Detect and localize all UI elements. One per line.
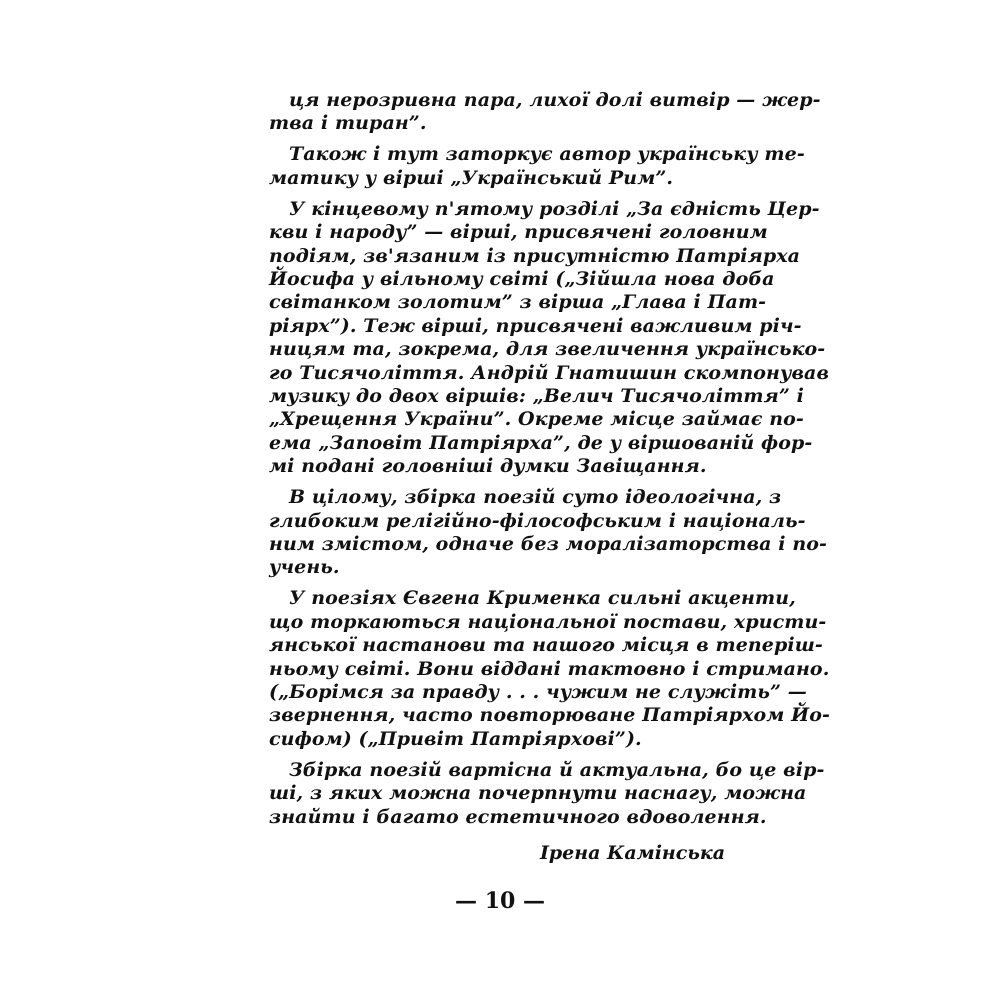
paragraph-first-line: В цілому, збірка поезій суто ідеологічна, з <box>289 486 782 509</box>
text-line: ема „Заповіт Патріярха”, де у віршованій фор- <box>269 431 813 454</box>
text-line: кви і народу” — вірші, присвячені головним <box>269 221 768 244</box>
text-line: Йосифа у вільному світі („Зійшла нова доба <box>269 268 775 290</box>
text-line: звернення, часто повторюване Патріярхом Йо- <box>269 704 830 727</box>
page-number: — 10 — <box>455 888 545 914</box>
text-line: ницям та, зокрема, для звеличення українсько- <box>269 338 826 361</box>
text-line: музику до двох віршів: „Велич Тисячоліття” і <box>269 385 804 407</box>
paragraph-first-line: У поезіях Євгена Крименка сильні акценти, <box>289 587 796 610</box>
author-signature: Ірена Камінська <box>540 842 726 864</box>
text-line: ним змістом, одначе без моралізаторства і по- <box>269 533 828 555</box>
text-line: знайти і багато естетичного вдоволення. <box>269 805 767 828</box>
text-line: матику у вірші „Український Рим”. <box>269 166 674 189</box>
text-line: янської настанови та нашого місця в теперіш- <box>269 634 823 657</box>
text-line: го Тисячоліття. Андрій Гнатишин скомпонував <box>269 361 830 384</box>
text-line: глибоким релігійно-філософським і національ- <box>269 509 806 532</box>
paragraph-first-line: У кінцевому п'ятому розділі „За єдність Цер- <box>289 197 820 220</box>
text-line: що торкаються національної постави, христи- <box>269 610 827 633</box>
text-line: світанком золотим” з вірша „Глава і Пат- <box>269 291 767 314</box>
text-line: („Борімся за правду . . . чужим не служіть” — <box>269 681 807 703</box>
text-line: подіям, зв'язаним із присутністю Патріярха <box>269 244 801 267</box>
paragraph-first-line: ця нерозривна пара, лихої долі витвір — жер- <box>289 89 821 111</box>
text-line: сифом) („Привіт Патріярхові”). <box>269 727 642 750</box>
paragraph-first-line: Збірка поезій вартісна й актуальна, бо це вір- <box>289 758 825 781</box>
text-line: ньому світі. Вони віддані тактовно і стримано. <box>269 657 830 680</box>
text-line: учень. <box>269 556 340 579</box>
paragraph-first-line: Також і тут заторкує автор українську те- <box>289 143 805 166</box>
text-line: тва і тиран”. <box>269 112 427 135</box>
text-line: ші, з яких можна почерпнути наснагу, можна <box>269 782 807 805</box>
text-line: мі подані головніші думки Завіщання. <box>269 455 707 478</box>
text-line: „Хрещення України”. Окреме місце займає по- <box>269 408 804 431</box>
text-line: ріярх”). Теж вірші, присвячені важливим річ- <box>269 314 802 337</box>
